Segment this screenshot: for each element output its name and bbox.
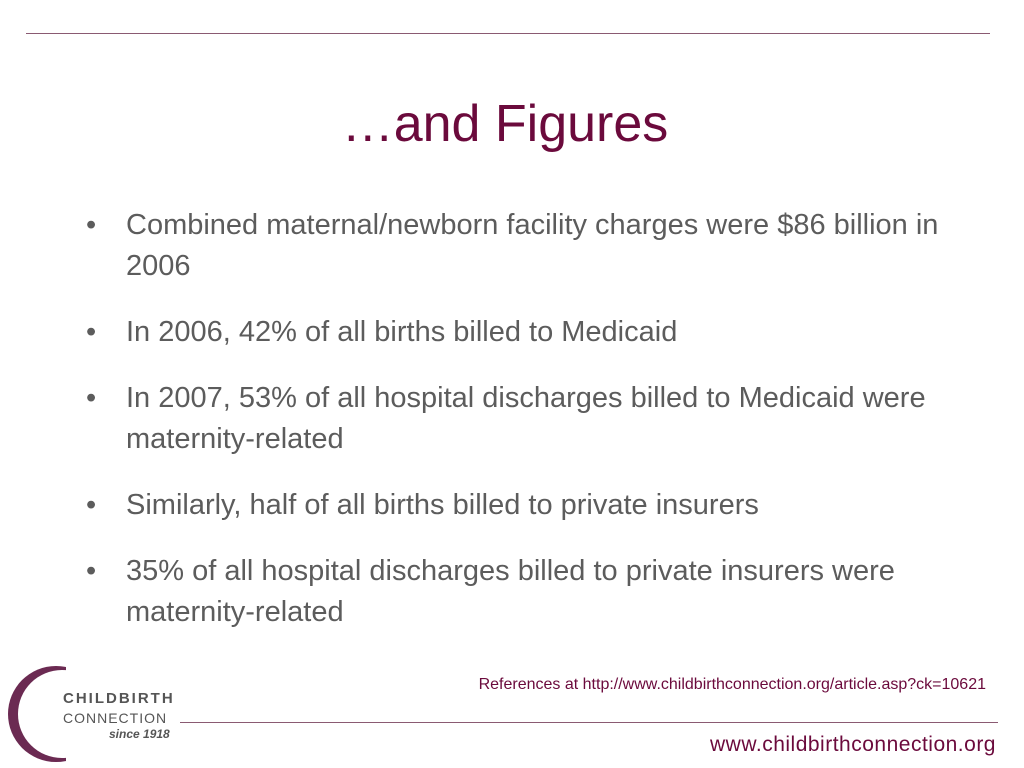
childbirth-connection-logo [6,664,176,764]
bullet-list [86,205,966,658]
top-divider [26,33,990,34]
bullet-text: 35% of all hospital discharges billed to private insurers were maternity-related [126,555,895,628]
logo-wordmark-connection: CONNECTION [63,710,168,726]
bullet-marker: • [86,316,97,348]
bullet-text: Similarly, half of all births billed to private insurers [126,489,759,521]
logo-wordmark-childbirth: CHILDBIRTH [63,690,175,707]
slide-title: …and Figures [341,95,669,153]
bullet-item [86,485,966,526]
bullet-item [86,378,966,460]
crescent-logo-icon [6,664,66,764]
bullet-text: Combined maternal/newborn facility charges were $86 billion in 2006 [126,209,939,282]
bullet-text: In 2007, 53% of all hospital discharges billed to Medicaid were maternity-related [126,382,926,455]
bullet-marker: • [86,489,97,521]
website-link[interactable]: www.childbirthconnection.org [710,733,996,756]
references-link[interactable]: References at http://www.childbirthconnection.org/article.asp?ck=10621 [478,676,986,693]
footer-divider [180,722,998,723]
bullet-marker: • [86,209,97,241]
bullet-text: In 2006, 42% of all births billed to Medicaid [126,316,678,348]
bullet-item [86,205,966,287]
bullet-marker: • [86,382,97,414]
logo-tagline: since 1918 [109,727,170,741]
bullet-item [86,312,966,353]
bullet-item [86,551,966,633]
bullet-marker: • [86,555,97,587]
